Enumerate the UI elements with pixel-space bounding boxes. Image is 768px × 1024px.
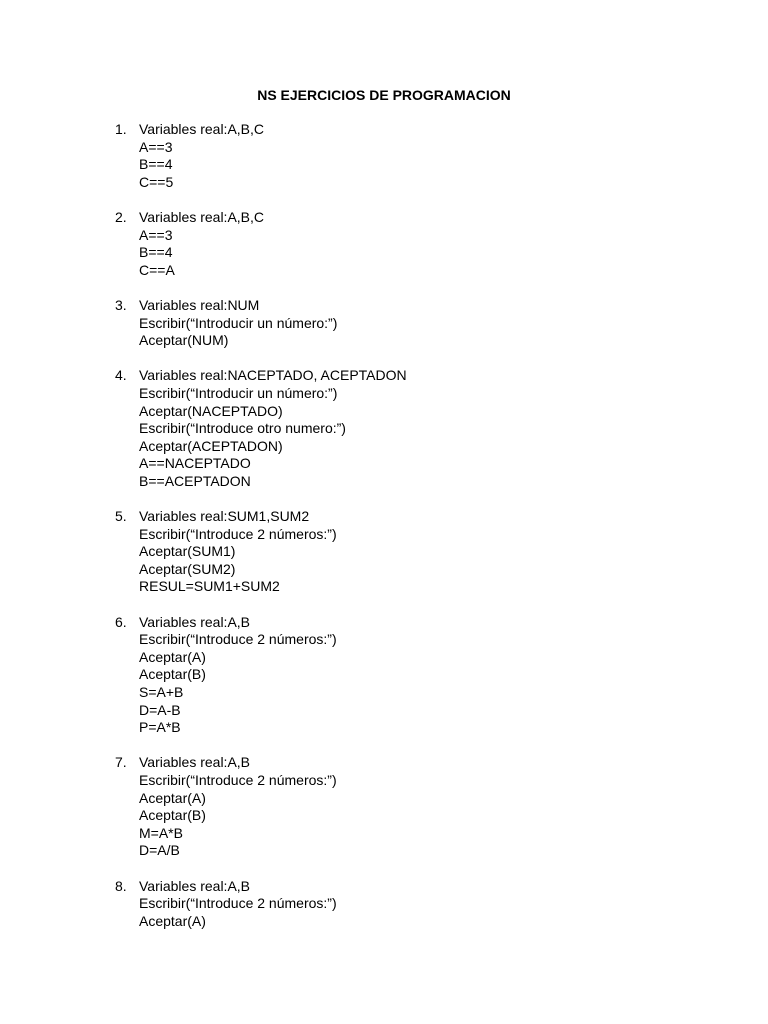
exercise-code-block — [139, 209, 768, 279]
code-line: A==NACEPTADO — [139, 455, 251, 472]
code-line: C==A — [139, 261, 175, 278]
exercise-item — [0, 209, 768, 279]
code-line: Variables real:A,B,C — [139, 208, 265, 225]
code-line: Variables real:A,B — [139, 613, 251, 630]
code-line: A==3 — [139, 138, 173, 155]
code-line: Variables real:A,B,C — [139, 121, 265, 137]
code-line: Aceptar(SUM2) — [139, 560, 236, 577]
code-line: Aceptar(A) — [139, 648, 206, 665]
exercise-item — [0, 754, 768, 860]
code-line: Aceptar(ACEPTADON) — [139, 437, 283, 454]
code-line: Escribir(“Introduce 2 números:”) — [139, 525, 337, 542]
exercise-code-block — [139, 508, 768, 596]
code-line: Aceptar(B) — [139, 807, 206, 824]
exercise-item — [0, 508, 768, 596]
exercise-code-block — [139, 878, 768, 931]
exercise-number: 3. — [115, 296, 127, 313]
code-line: Aceptar(B) — [139, 666, 206, 683]
code-line: Aceptar(A) — [139, 789, 206, 806]
exercise-number: 8. — [115, 877, 127, 894]
code-line: Aceptar(A) — [139, 912, 206, 929]
code-line: Aceptar(NUM) — [139, 332, 229, 349]
code-line: B==4 — [139, 156, 173, 173]
code-line: Escribir(“Introducir un número:”) — [139, 314, 338, 331]
code-line: B==ACEPTADON — [139, 472, 251, 489]
code-line: B==4 — [139, 244, 173, 261]
code-line: D=A/B — [139, 842, 180, 859]
code-line: D=A-B — [139, 701, 181, 718]
code-line: Variables real:A,B — [139, 877, 251, 894]
exercise-number: 4. — [115, 367, 127, 384]
exercise-list — [0, 121, 768, 948]
exercise-item — [0, 878, 768, 931]
exercise-item — [0, 367, 768, 490]
code-line: S=A+B — [139, 684, 184, 700]
code-line: Variables real:NUM — [139, 296, 260, 313]
code-line: Aceptar(NACEPTADO) — [139, 402, 283, 419]
exercise-code-block — [139, 297, 768, 350]
exercise-number: 1. — [115, 121, 127, 137]
exercise-number: 6. — [115, 613, 127, 630]
code-line: Variables real:SUM1,SUM2 — [139, 508, 310, 525]
code-line: C==5 — [139, 173, 174, 190]
code-line: Escribir(“Introduce 2 números:”) — [139, 771, 337, 788]
exercise-number: 5. — [115, 508, 127, 525]
code-line: M=A*B — [139, 824, 183, 841]
code-line: P=A*B — [139, 719, 181, 736]
exercise-item — [0, 614, 768, 737]
code-line: Escribir(“Introduce 2 números:”) — [139, 895, 337, 912]
code-line: Variables real:A,B — [139, 754, 251, 771]
exercise-code-block — [139, 121, 768, 191]
exercise-item — [0, 297, 768, 350]
code-line: Escribir(“Introduce 2 números:”) — [139, 631, 337, 648]
exercise-code-block — [139, 614, 768, 737]
exercise-code-block — [139, 367, 768, 490]
code-line: A==3 — [139, 226, 173, 243]
code-line: Aceptar(SUM1) — [139, 543, 236, 560]
code-line: RESUL=SUM1+SUM2 — [139, 578, 280, 595]
exercise-number: 2. — [115, 208, 127, 225]
exercise-code-block — [139, 754, 768, 860]
code-line: Variables real:NACEPTADO, ACEPTADON — [139, 367, 407, 384]
code-line: Escribir(“Introduce otro numero:”) — [139, 420, 346, 437]
code-line: Escribir(“Introducir un número:”) — [139, 384, 338, 401]
exercise-item — [0, 121, 768, 191]
page-title: NS EJERCICIOS DE PROGRAMACION — [257, 87, 511, 103]
exercise-number: 7. — [115, 754, 127, 771]
